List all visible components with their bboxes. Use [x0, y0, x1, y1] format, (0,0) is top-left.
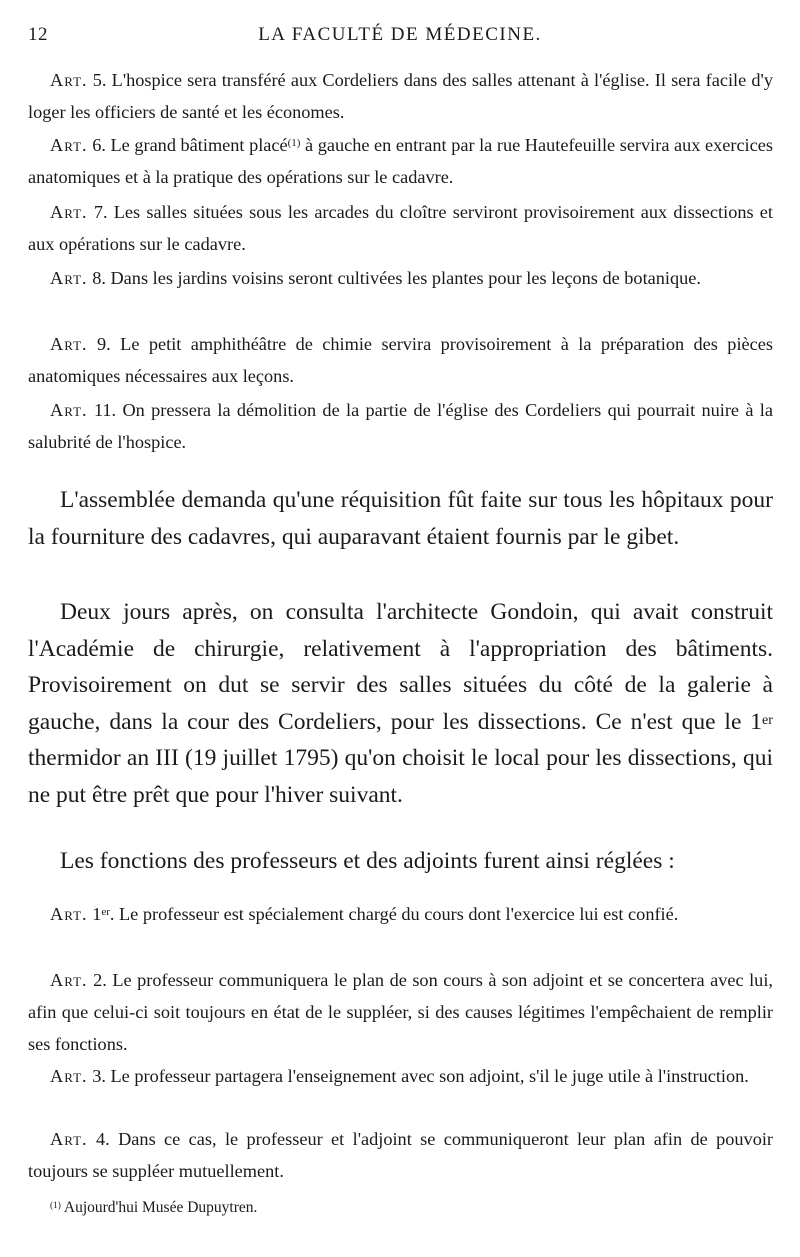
article-text: Les salles situées sous les arcades du cloître serviront provisoirement aux dissections et aux opérations sur le cadavre. [28, 202, 773, 254]
article-7 [28, 196, 773, 260]
article-label: Art. [50, 202, 88, 222]
paragraph-text: Les fonctions des professeurs et des adjoints furent ainsi réglées : [60, 848, 675, 874]
article-number: 4. [96, 1129, 110, 1149]
article-label: Art. [50, 70, 88, 90]
paragraph-text: Deux jours après, on consulta l'architecte Gondoin, qui avait construit l'Académie de chirurgie, relativement à l'appropriation des bâtiments. Provisoirement on dut se servir des salles situées du côté de la galerie à gauche, dans la cour des Cordeliers, pour les dissections. Ce n'est que le 1 [28, 599, 773, 735]
article-number: 9. [97, 334, 111, 354]
article-number: 2. [93, 970, 107, 990]
article-text: Le grand bâtiment placé [110, 135, 288, 155]
article-number: 8. [92, 268, 106, 288]
article-text-continued: à gauche en entrant par la rue Hautefeuille servira aux exercices anatomiques et à la pratique des opérations sur le cadavre. [28, 135, 773, 187]
article-label: Art. [50, 268, 88, 288]
article-3 [28, 1060, 773, 1092]
footnote-reference: (1) [287, 137, 301, 149]
article-text: On pressera la démolition de la partie de l'église des Cordeliers qui pourrait nuire à la salubrité de l'hospice. [28, 400, 774, 452]
page-number: 12 [28, 24, 48, 45]
paragraph-text: L'assemblée demanda qu'une réquisition fût faite sur tous les hôpitaux pour la fourniture des cadavres, qui auparavant étaient fournis par le gibet. [28, 487, 773, 550]
running-title: LA FACULTÉ DE MÉDECINE. [258, 24, 542, 45]
footnote-marker: (1) [50, 1201, 61, 1211]
article-number: 1 [92, 904, 102, 924]
article-number: 7. [93, 202, 108, 222]
article-9 [28, 328, 773, 392]
article-label: Art. [50, 1129, 88, 1149]
ordinal-superscript: er [762, 711, 773, 728]
footnote [50, 1196, 750, 1220]
article-number: 11. [93, 400, 117, 420]
article-number-period: . [109, 904, 115, 924]
footnote-text: Aujourd'hui Musée Dupuytren. [63, 1199, 258, 1216]
article-label: Art. [50, 904, 88, 924]
paragraph-functions [28, 843, 773, 880]
article-text: Le professeur partagera l'enseignement avec son adjoint, s'il le juge utile à l'instruction. [110, 1066, 749, 1086]
article-text: L'hospice sera transféré aux Cordeliers dans des salles attenant à l'église. Il sera facile d'y loger les officiers de santé et les économes. [28, 70, 773, 122]
ordinal-superscript: er [101, 906, 110, 918]
article-2 [28, 964, 773, 1060]
article-8 [28, 262, 773, 294]
paragraph-requisition [28, 482, 773, 555]
article-number: 6. [92, 135, 106, 155]
article-11 [28, 394, 773, 458]
article-4 [28, 1123, 773, 1187]
article-1 [28, 898, 773, 930]
article-label: Art. [50, 334, 88, 354]
paragraph-gondoin [28, 594, 773, 814]
article-number: 3. [92, 1066, 106, 1086]
article-number: 5. [92, 70, 107, 90]
article-label: Art. [50, 970, 88, 990]
article-6 [28, 129, 773, 193]
article-5 [28, 64, 773, 128]
article-text: Dans les jardins voisins seront cultivées les plantes pour les leçons de botanique. [110, 268, 701, 288]
article-text: Le professeur est spécialement chargé du cours dont l'exercice lui est confié. [119, 904, 679, 924]
article-label: Art. [50, 400, 88, 420]
paragraph-text-continued: thermidor an III (19 juillet 1795) qu'on choisit le local pour les dissections, qui ne put être prêt que pour l'hiver suivant. [28, 745, 773, 808]
article-label: Art. [50, 1066, 88, 1086]
page-header [28, 24, 772, 50]
article-label: Art. [50, 135, 88, 155]
article-text: Le petit amphithéâtre de chimie servira provisoirement à la préparation des pièces anatomiques nécessaires aux leçons. [28, 334, 773, 386]
article-text: Dans ce cas, le professeur et l'adjoint se communiqueront leur plan afin de pouvoir toujours se suppléer mutuellement. [28, 1129, 774, 1181]
article-text: Le professeur communiquera le plan de son cours à son adjoint et se concertera avec lui, afin que celui-ci soit toujours en état de le suppléer, si des causes légitimes l'empêchaient de remplir ses fonctions. [28, 970, 773, 1054]
